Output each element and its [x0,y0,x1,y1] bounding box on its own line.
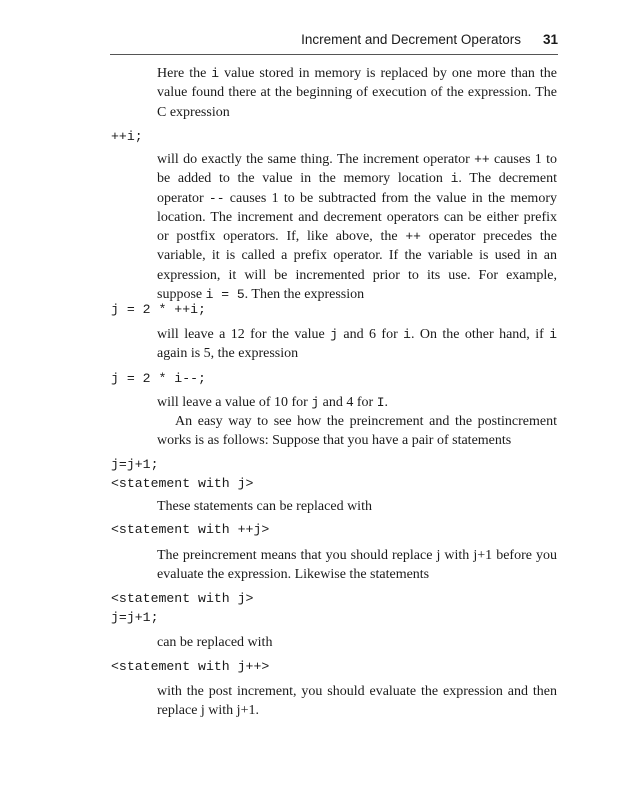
paragraph: with the post increment, you should evaluate the expression and then replace j with j+1. [157,684,557,719]
paragraph: Here the i value stored in memory is replaced by one more than the value found there at the beginning of execution of the expression. The C expression [157,66,557,120]
inline-code: I [376,395,385,410]
inline-code: j [311,395,320,410]
code-block: <statement with j++> [111,659,270,674]
inline-code: i [403,327,411,342]
inline-code: -- [208,190,225,206]
inline-code: j [330,327,338,342]
paragraph: will do exactly the same thing. The increment operator ++ causes 1 to be added to the value in the memory location i. The decrement operator -- causes 1 to be subtracted from the value in the memory location. The increment and decrement operators can be either prefix or postfix operators. If, like above, the ++ operator precedes the variable, it is called a prefix operator. If the variable is used in an expression, it will be incremented prior to its use. For example, suppose i = 5. Then the expression [157,152,558,303]
code-block: <statement with j> j=j+1; [111,591,254,625]
inline-code: i [450,171,459,187]
inline-code: i [549,327,557,342]
paragraph: An easy way to see how the preincrement and the postincrement works is as follows: Suppose that you have a pair of statements [157,414,557,449]
paragraph: These statements can be replaced with [157,499,372,514]
paragraph: The preincrement means that you should replace j with j+1 before you evaluate the expression. Likewise the statements [157,548,557,583]
paragraph: will leave a 12 for the value j and 6 for i. On the other hand, if i again is 5, the expression [157,327,557,362]
code-block: j = 2 * i--; [111,371,206,386]
inline-code: ++ [474,152,490,167]
code-block: j=j+1; <statement with j> [111,457,254,491]
header-title: Increment and Decrement Operators [301,32,521,47]
paragraph: can be replaced with [157,635,273,650]
inline-code: i = 5 [205,287,245,303]
code-block: ++i; [111,129,143,144]
code-block: <statement with ++j> [111,522,270,537]
inline-code: i [211,66,220,81]
running-header [110,32,558,55]
paragraph: will leave a value of 10 for j and 4 for I. [157,395,388,410]
code-block: j = 2 * ++i; [111,302,206,317]
inline-code: ++ [405,229,421,245]
page-number: 31 [542,32,558,47]
